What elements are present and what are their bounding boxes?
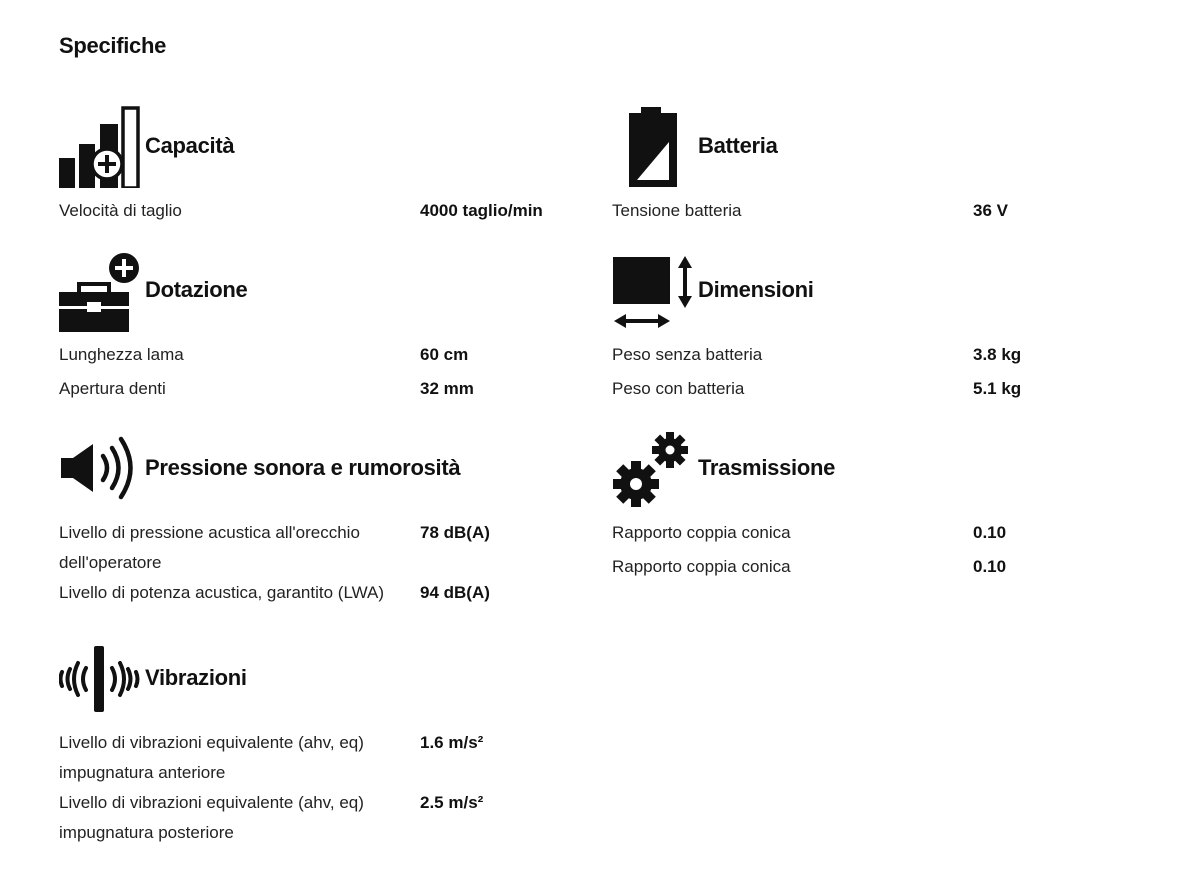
spec-value: 0.10 [973, 557, 1007, 576]
section-title: Vibrazioni [145, 665, 247, 690]
section-trasmissione [612, 426, 1132, 586]
section-title: Dotazione [145, 277, 248, 302]
spec-label: Rapporto coppia conica [612, 557, 791, 576]
spec-label: Apertura denti [59, 379, 166, 398]
spec-row [59, 196, 579, 230]
section-dimensioni [612, 248, 1132, 408]
spec-value: 78 dB(A) [420, 523, 490, 542]
section-title: Pressione sonora e rumorosità [145, 455, 461, 480]
spec-label: Livello di vibrazioni equivalente (ahv, eq) impugnatura posteriore [59, 793, 364, 842]
spec-row [59, 728, 579, 788]
spec-value: 2.5 m/s² [420, 793, 484, 812]
spec-label: Peso senza batteria [612, 345, 763, 364]
spec-label: Tensione batteria [612, 201, 742, 220]
section-title: Batteria [698, 133, 778, 158]
battery-icon [612, 104, 696, 188]
section-title: Capacità [145, 133, 235, 158]
spec-value: 60 cm [420, 345, 469, 364]
section-pressione [59, 426, 579, 612]
spec-value: 5.1 kg [973, 379, 1022, 398]
spec-value: 3.8 kg [973, 345, 1022, 364]
dimensions-icon [612, 248, 696, 332]
speaker-icon [59, 426, 143, 510]
spec-label: Livello di pressione acustica all'orecchio dell'operatore [59, 523, 360, 572]
spec-value: 1.6 m/s² [420, 733, 484, 752]
spec-row [612, 374, 1132, 408]
gears-icon [612, 426, 696, 510]
spec-row [612, 552, 1132, 586]
spec-label: Peso con batteria [612, 379, 745, 398]
spec-row [59, 340, 579, 374]
section-dotazione [59, 248, 579, 408]
spec-row [59, 578, 579, 612]
spec-row [59, 518, 579, 578]
section-capacita [59, 104, 579, 230]
page-title: Specifiche [59, 33, 167, 58]
spec-value: 4000 taglio/min [420, 201, 543, 220]
spec-row [59, 788, 579, 848]
spec-row [612, 196, 1132, 230]
toolbox-plus-icon [59, 248, 143, 332]
spec-label: Velocità di taglio [59, 201, 182, 220]
section-title: Dimensioni [698, 277, 814, 302]
spec-label: Rapporto coppia conica [612, 523, 791, 542]
spec-label: Lunghezza lama [59, 345, 184, 364]
spec-value: 36 V [973, 201, 1008, 220]
spec-row [612, 518, 1132, 552]
spec-value: 0.10 [973, 523, 1007, 542]
spec-row [612, 340, 1132, 374]
section-title: Trasmissione [698, 455, 836, 480]
spec-row [59, 374, 579, 408]
spec-value: 94 dB(A) [420, 583, 490, 602]
spec-value: 32 mm [420, 379, 474, 398]
spec-label: Livello di potenza acustica, garantito (LWA) [59, 583, 385, 602]
capacity-icon [59, 104, 143, 188]
section-vibrazioni [59, 636, 579, 848]
vibration-icon [59, 636, 143, 720]
section-batteria [612, 104, 1132, 230]
spec-label: Livello di vibrazioni equivalente (ahv, eq) impugnatura anteriore [59, 733, 364, 782]
